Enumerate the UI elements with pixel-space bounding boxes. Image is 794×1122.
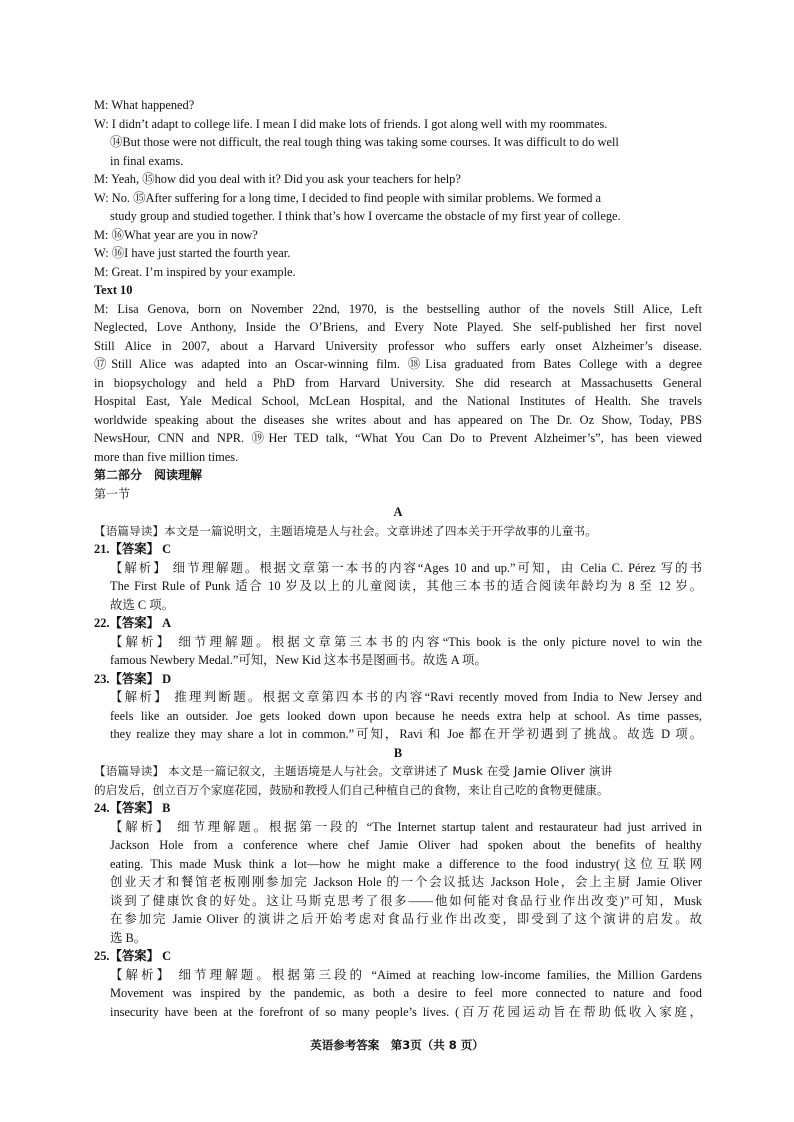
text10-line: Hospital East, Yale Medical School, McLean Hospital, and the National Institutes of Health. She travels [94, 394, 702, 408]
page-footer: 英语参考答案 第3页（共 8 页） [310, 1038, 484, 1052]
analysis-line: 【解析】 细节理解题。根据文章第三本书的内容“This book is the only picture novel to win the [110, 634, 702, 649]
answer-document-page [94, 96, 702, 1021]
analysis-line: The First Rule of Punk 适合 10 岁及以上的儿童阅读，其他三本书的适合阅读年龄均为 8 至 12 岁。 [110, 579, 702, 593]
section-title: 第一节 [94, 486, 131, 501]
passage-b-label: B [393, 745, 403, 760]
dialogue-line: W: ⑯I have just started the fourth year. [94, 246, 291, 260]
answer-23: 23.【答案】 D [94, 671, 172, 686]
analysis-line: insecurity have been at the forefront of so many people’s lives. (百万花园运动旨在帮助低收入家庭， [110, 1004, 702, 1019]
dialogue-line: ⑭But those were not difficult, the real tough thing was taking some courses. It was difficult to do well [110, 135, 619, 149]
text10-heading: Text 10 [94, 283, 133, 297]
analysis-line: feels like an outsider. Joe gets looked down upon because he needs extra help at school. As time passes, [110, 708, 702, 723]
analysis-line: 【解析】 细节理解题。根据文章第一本书的内容“Ages 10 and up.”可知，由 Celia C. Pérez 写的书 [110, 560, 702, 575]
analysis-line: Movement was inspired by the pandemic, as both a desire to feel more connected to nature and food [110, 986, 702, 1000]
answer-24: 24.【答案】 B [94, 801, 171, 815]
text10-line: more than five million times. [94, 449, 239, 464]
passage-a-label: A [393, 505, 403, 519]
dialogue-line: M: ⑯What year are you in now? [94, 227, 258, 242]
dialogue-line: in final exams. [110, 153, 184, 168]
analysis-line: eating. This made Musk think a lot—how he might make a difference to the food industry(这位互联网 [110, 856, 702, 871]
text10-line: M: Lisa Genova, born on November 22nd, 1970, is the bestselling author of the novels Still Alice, Left [94, 301, 702, 316]
dialogue-line: M: What happened? [94, 98, 195, 112]
dialogue-line: W: I didn’t adapt to college life. I mean I did make lots of friends. I got along well with my roommates. [94, 116, 608, 131]
dialogue-section [94, 96, 702, 281]
part-title: 第二部分 阅读理解 [94, 468, 203, 482]
analysis-line: 【解析】 细节理解题。根据第三段的 “Aimed at reaching low-income families, the Million Gardens [110, 967, 702, 982]
passage-b-guide: 【语篇导读】 本文是一篇记叙文，主题语境是人与社会。文章讲述了 Musk 在受 Jamie Oliver 演讲 [94, 764, 613, 778]
analysis-line: Jackson Hole from a conference where chef Jamie Oliver had spoken about the benefits of healthy [110, 838, 702, 852]
answer-25: 25.【答案】 C [94, 949, 172, 963]
analysis-line: famous Newbery Medal.”可知，New Kid 这本书是图画书。故选 A 项。 [110, 653, 487, 667]
analysis-line: 创业天才和餐馆老板刚刚参加完 Jackson Hole 的一个会议抵达 Jackson Hole，会上主厨 Jamie Oliver [110, 875, 702, 889]
dialogue-line: M: Yeah, ⑮how did you deal with it? Did you ask your teachers for help? [94, 172, 461, 186]
text10-line: worldwide speaking about the diseases she writes about and has appeared on The Dr. Oz Show, Today, PBS [94, 412, 702, 427]
analysis-line: 【解析】 推理判断题。根据文章第四本书的内容“Ravi recently moved from India to New Jersey and [110, 690, 702, 704]
answer-21: 21.【答案】 C [94, 542, 172, 556]
text10-section [94, 300, 702, 467]
analysis-line: 谈到了健康饮食的好处。这让马斯克思考了很多——他如何能对食品行业作出改变)”可知，Musk [110, 893, 702, 908]
dialogue-line: study group and studied together. I think that’s how I overcame the obstacle of my first year of college. [110, 209, 621, 223]
analysis-line: they realize they may share a lot in common.”可知，Ravi 和 Joe 都在开学初遇到了挑战。故选 D 项。 [110, 727, 702, 741]
text10-line: Still Alice in 2007, about a Harvard University professor who suffers early onset Alzheimer’s disease. [94, 338, 702, 353]
answer-22: 22.【答案】 A [94, 616, 172, 630]
analysis-line: 选 B。 [110, 930, 147, 945]
passage-a-guide: 【语篇导读】本文是一篇说明文，主题语境是人与社会。文章讲述了四本关于开学故事的儿童书。 [94, 523, 597, 538]
text10-line: ⑰Still Alice was adapted into an Oscar-winning film. ⑱Lisa graduated from Bates College with a degree [94, 357, 702, 371]
dialogue-line: W: No. ⑮After suffering for a long time, I decided to find people with similar problems. We formed a [94, 190, 601, 205]
analysis-line: 故选 C 项。 [110, 597, 175, 612]
passage-b-guide: 的启发后，创立百万个家庭花园，鼓励和教授人们自己种植自己的食物，来让自己吃的食物更健康。 [94, 782, 609, 797]
text10-line: in biopsychology and held a PhD from Harvard University. She did research at Massachusetts General [94, 375, 702, 390]
analysis-line: 在参加完 Jamie Oliver 的演讲之后开始考虑对食品行业作出改变，即受到了这个演讲的启发。故 [110, 912, 702, 926]
text10-line: Neglected, Love Anthony, Inside the O’Briens, and Every Note Played. She self-published her first novel [94, 320, 702, 334]
dialogue-line: M: Great. I’m inspired by your example. [94, 264, 296, 279]
analysis-line: 【解析】 细节理解题。根据第一段的 “The Internet startup talent and restaurateur had just arrived in [110, 819, 702, 834]
text10-line: NewsHour, CNN and NPR. ⑲Her TED talk, “What You Can Do to Prevent Alzheimer’s”, has been viewed [94, 431, 702, 445]
